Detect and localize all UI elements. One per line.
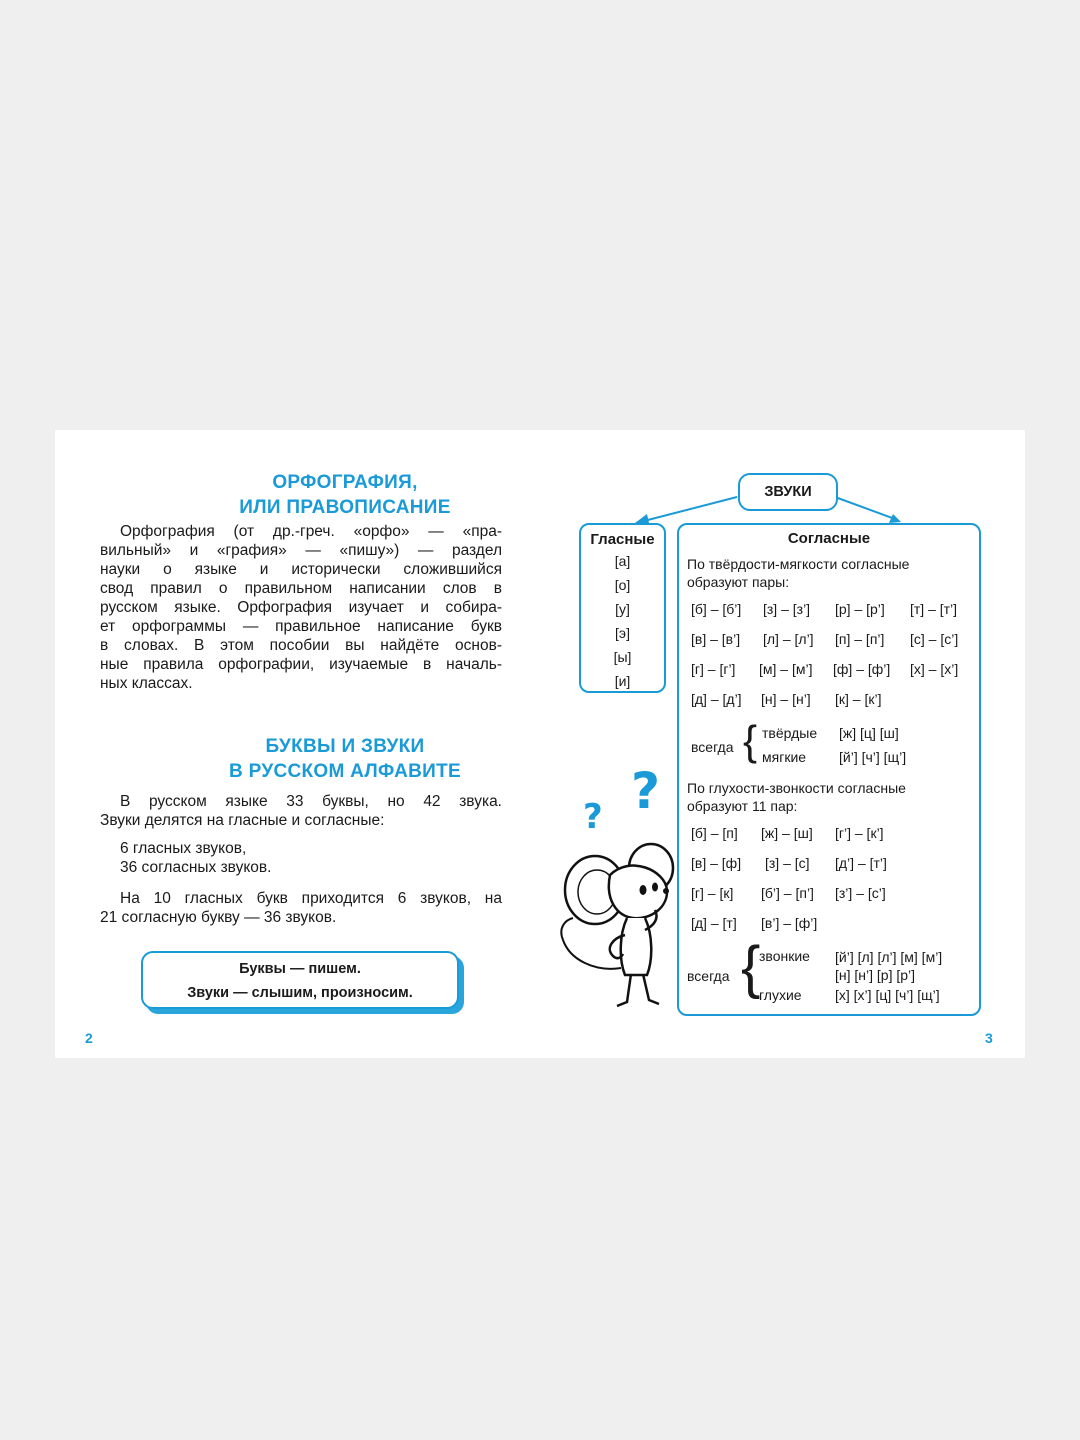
pair: [г] – [к] — [691, 885, 734, 901]
pair: [к] – [к’] — [835, 691, 882, 707]
vowels-list — [581, 549, 664, 693]
pair: [б] – [б’] — [691, 601, 742, 617]
text-line: Орфография (от др.-греч. «орфо» — «пра- — [120, 523, 502, 540]
text-line: образуют пары: — [687, 574, 790, 590]
consonants-box — [677, 523, 981, 1016]
text-line: 36 согласных звуков. — [120, 859, 272, 876]
hard-sounds: [ж] [ц] [ш] — [839, 725, 899, 741]
sound-line: [н] [н’] [р] [р’] — [835, 967, 916, 983]
text-line: Звуки делятся на гласные и согласные: — [100, 812, 385, 829]
vowel-item: [а] — [614, 553, 631, 569]
page-number-right: 3 — [985, 1030, 993, 1046]
pair: [в’] – [ф’] — [761, 915, 818, 931]
vowel-item: [э] — [615, 625, 630, 641]
vowel-item: [ы] — [613, 649, 632, 665]
vowel-item: [у] — [615, 601, 630, 617]
pair: [т] – [т’] — [910, 601, 958, 617]
brace-icon: { — [741, 935, 761, 1000]
pair: [з] – [с] — [765, 855, 810, 871]
voicing-intro — [687, 779, 906, 815]
text-line: свод правил о правильном написании слов в — [100, 580, 502, 597]
pair: [г] – [г’] — [691, 661, 736, 677]
root-label: ЗВУКИ — [764, 484, 812, 500]
voiced-sounds — [835, 948, 942, 984]
pair: [з] – [з’] — [763, 601, 811, 617]
hard-label: твёрдые — [762, 725, 818, 741]
note-line: Буквы — пишем. — [239, 961, 361, 977]
pair: [д’] – [т’] — [835, 855, 887, 871]
hardness-intro — [687, 555, 909, 591]
text-line: ные правила орфографии, изучаемые в началь- — [100, 656, 502, 673]
pair: [н] – [н’] — [761, 691, 811, 707]
sound-counts — [120, 839, 271, 877]
pair: [д] – [д’] — [691, 691, 742, 707]
text-line: образуют 11 пар: — [687, 798, 798, 814]
heading-line: ИЛИ ПРАВОПИСАНИЕ — [239, 497, 451, 518]
text-line: В русском языке 33 буквы, но 42 звука. — [120, 793, 502, 810]
question-mark-icon: ? — [631, 762, 661, 820]
pair: [ж] – [ш] — [761, 825, 813, 841]
pair: [в] – [в’] — [691, 631, 741, 647]
heading-orthography — [175, 470, 515, 520]
always-label: всегда — [691, 739, 734, 755]
paragraph-alphabet — [100, 792, 502, 830]
pair: [б’] – [п’] — [761, 885, 814, 901]
pair: [с] – [с’] — [910, 631, 959, 647]
pair: [х] – [х’] — [910, 661, 959, 677]
pair: [р] – [р’] — [835, 601, 885, 617]
text-line: ных классах. — [100, 675, 193, 692]
text-line: По глухости-звонкости согласные — [687, 780, 906, 796]
pair: [б] – [п] — [691, 825, 738, 841]
pair: [ф] – [ф’] — [833, 661, 891, 677]
text-line: в словах. В этом пособии вы найдёте основ- — [100, 637, 502, 654]
text-line: 6 гласных звуков, — [120, 840, 247, 857]
consonants-title: Согласные — [787, 530, 871, 547]
heading-letters-sounds — [175, 734, 515, 784]
mouse-illustration — [555, 760, 705, 1010]
heading-line: БУКВЫ И ЗВУКИ — [265, 736, 425, 757]
paragraph-orthography — [100, 522, 502, 693]
heading-line: В РУССКОМ АЛФАВИТЕ — [229, 761, 461, 782]
vowels-title: Гласные — [590, 531, 655, 548]
question-mark-icon: ? — [583, 797, 603, 837]
heading-line: ОРФОГРАФИЯ, — [272, 472, 418, 493]
sound-line: [й’] [л] [л’] [м] [м’] — [835, 949, 943, 965]
pair: [в] – [ф] — [691, 855, 742, 871]
pair: [д] – [т] — [691, 915, 737, 931]
always-label-2: всегда — [687, 968, 730, 984]
pair: [л] – [л’] — [763, 631, 814, 647]
pair: [г’] – [к’] — [835, 825, 884, 841]
soft-sounds: [й’] [ч’] [щ’] — [839, 749, 907, 765]
pair: [м] – [м’] — [759, 661, 813, 677]
note-line: Звуки — слышим, произносим. — [187, 985, 413, 1001]
page-number-left: 2 — [85, 1030, 93, 1046]
text-line: По твёрдости-мягкости согласные — [687, 556, 910, 572]
pair: [з’] – [с’] — [835, 885, 886, 901]
pair: [п] – [п’] — [835, 631, 885, 647]
voiceless-label: глухие — [759, 987, 802, 1003]
text-line: науки о языке и исторически сложившийся — [100, 561, 502, 578]
note-box — [141, 951, 459, 1009]
vowel-item: [о] — [614, 577, 631, 593]
text-line: русском языке. Орфография изучает и собира- — [100, 599, 502, 616]
text-line: ет орфограммы — правильное написание букв — [100, 618, 502, 635]
voiceless-sounds: [х] [х’] [ц] [ч’] [щ’] — [835, 987, 940, 1003]
text-line: На 10 гласных букв приходится 6 звуков, на — [120, 890, 502, 907]
soft-label: мягкие — [762, 749, 807, 765]
root-sounds-box — [738, 473, 838, 511]
text-line: вильный» и «графия» — «пишу») — раздел — [100, 542, 502, 559]
text-line: 21 согласную букву — 36 звуков. — [100, 909, 337, 926]
brace-icon: { — [743, 717, 758, 764]
vowel-item: [и] — [614, 673, 631, 689]
paragraph-letters-count — [100, 889, 502, 927]
book-spread — [55, 430, 1025, 1058]
voiced-label: звонкие — [759, 948, 810, 964]
vowels-box — [579, 523, 666, 693]
